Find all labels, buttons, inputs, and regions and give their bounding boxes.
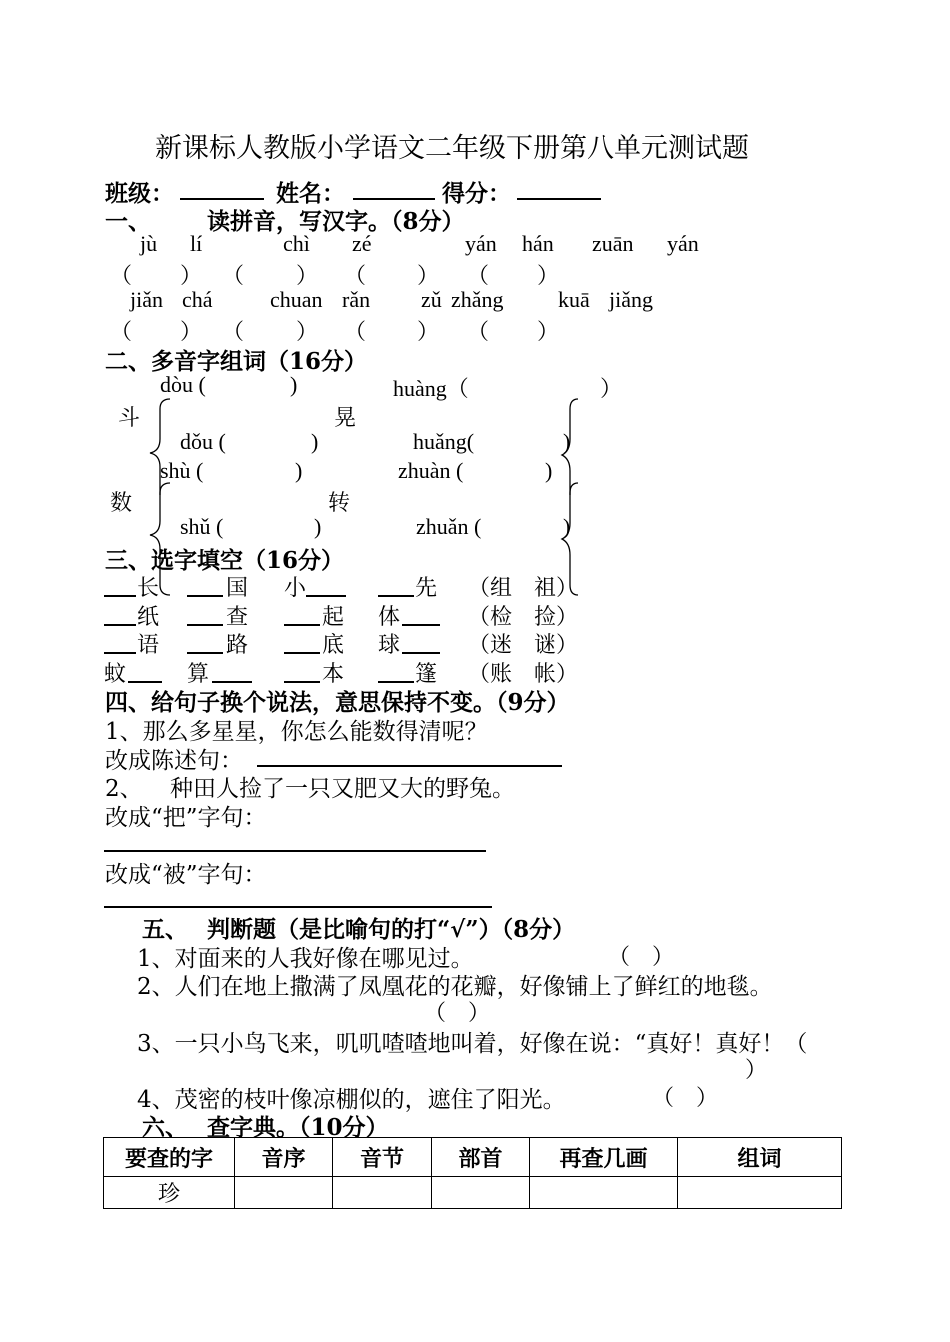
class-label: 班级：: [105, 180, 174, 207]
pinyin: yán: [667, 231, 699, 256]
answer-paren[interactable]: （ ）: [652, 1086, 719, 1111]
s4-label-bei: 改成“被”字句：: [105, 862, 267, 888]
fill-char: 体: [378, 605, 401, 630]
fill-blank[interactable]: [378, 595, 414, 597]
score-blank[interactable]: [517, 198, 601, 200]
table-cell-input[interactable]: [235, 1177, 333, 1209]
paren-open: （: [344, 320, 367, 345]
poly-reading: huàng（: [393, 376, 469, 401]
pinyin: zǔ: [421, 287, 442, 312]
paren-open: （: [110, 264, 133, 289]
s4-question-1: 1、那么多星星，你怎么能数得清呢？: [105, 719, 488, 745]
fill-char: 查: [226, 605, 249, 630]
paren-close: ）: [180, 320, 203, 345]
poly-reading: zhuǎn (: [416, 514, 482, 539]
class-blank[interactable]: [180, 198, 264, 200]
s5-heading-num: 五、: [142, 916, 188, 943]
fill-options: （组 祖）: [468, 576, 579, 601]
fill-blank[interactable]: [104, 652, 136, 654]
s4-label-statement: 改成陈述句：: [105, 748, 243, 774]
s6-heading: 查字典。（10分）: [207, 1114, 389, 1141]
poly-reading: zhuàn (: [398, 458, 464, 483]
paren-close: ): [563, 429, 571, 454]
table-row: [104, 1177, 842, 1209]
fill-options: （迷 谜）: [468, 633, 579, 658]
answer-line[interactable]: [257, 765, 562, 767]
paren-close: ): [314, 514, 322, 539]
paren-open: （: [110, 320, 133, 345]
fill-char: 纸: [137, 605, 160, 630]
column-header: 组词: [678, 1138, 842, 1177]
fill-blank[interactable]: [104, 595, 136, 597]
fill-blank[interactable]: [212, 681, 252, 683]
pinyin: jiǎng: [609, 287, 653, 312]
answer-paren[interactable]: （ ）: [424, 1001, 491, 1026]
table-cell-input[interactable]: [432, 1177, 530, 1209]
fill-char: 路: [226, 633, 249, 658]
poly-reading: huǎng(: [413, 429, 475, 454]
fill-blank[interactable]: [402, 652, 440, 654]
fill-blank[interactable]: [402, 624, 440, 626]
name-blank[interactable]: [353, 198, 435, 200]
pinyin: zuān: [592, 231, 634, 256]
answer-line[interactable]: [104, 906, 492, 908]
paren-close: ）: [537, 264, 560, 289]
fill-blank[interactable]: [187, 652, 223, 654]
table-cell-input[interactable]: [530, 1177, 678, 1209]
paren-close: ): [295, 458, 303, 483]
answer-line[interactable]: [104, 850, 486, 852]
pinyin: rǎn: [342, 287, 371, 312]
poly-char: 数: [110, 491, 133, 516]
paren-open: （: [467, 320, 490, 345]
s4-question-2: 种田人捡了一只又肥又大的野兔。: [170, 776, 515, 802]
paren-close: ): [290, 372, 298, 397]
fill-blank[interactable]: [284, 652, 320, 654]
table-cell-input[interactable]: [678, 1177, 842, 1209]
s6-heading-num: 六、: [142, 1114, 188, 1141]
poly-reading: dòu (: [160, 372, 206, 397]
fill-blank[interactable]: [284, 681, 320, 683]
s5-question-4: 4、茂密的枝叶像凉棚似的，遮住了阳光。: [137, 1087, 566, 1113]
answer-paren[interactable]: （ ）: [608, 945, 675, 970]
poly-reading: shǔ (: [180, 514, 224, 539]
paren-close: ): [545, 458, 553, 483]
paren-close: ）: [296, 320, 319, 345]
s1-heading: 读拼音，写汉字。（8分）: [207, 208, 465, 235]
fill-blank[interactable]: [187, 624, 223, 626]
column-header: 音节: [333, 1138, 432, 1177]
fill-char: 底: [322, 633, 345, 658]
fill-blank[interactable]: [284, 624, 320, 626]
pinyin: jù: [140, 231, 158, 256]
pinyin: kuā: [558, 287, 590, 312]
dictionary-table: [103, 1137, 842, 1209]
table-header-row: [104, 1138, 842, 1177]
paren-open: （: [222, 264, 245, 289]
poly-reading: shù (: [160, 458, 204, 483]
pinyin: jiǎn: [130, 287, 163, 312]
fill-char: 先: [415, 576, 438, 601]
poly-reading: dǒu (: [180, 429, 226, 454]
fill-blank[interactable]: [104, 624, 136, 626]
fill-blank[interactable]: [378, 681, 414, 683]
fill-blank[interactable]: [187, 595, 223, 597]
s4-question-2-num: 2、: [105, 776, 143, 802]
poly-char: 斗: [118, 406, 141, 431]
s3-heading: 三、选字填空（16分）: [105, 547, 345, 574]
column-header: 要查的字: [104, 1138, 235, 1177]
fill-char: 算: [187, 662, 210, 687]
paren-close: ）: [296, 264, 319, 289]
pinyin: zé: [352, 231, 372, 256]
paren-close: ）: [417, 320, 440, 345]
paren-open: （: [222, 320, 245, 345]
score-label: 得分：: [442, 180, 511, 207]
s5-question-2: 2、人们在地上撒满了凤凰花的花瓣，好像铺上了鲜红的地毯。: [137, 974, 773, 1000]
paren-close: ）: [180, 264, 203, 289]
paren-close: ): [311, 429, 319, 454]
pinyin: chì: [283, 231, 310, 256]
paren-close: ）: [417, 264, 440, 289]
s5-question-1: 1、对面来的人我好像在哪见过。: [137, 946, 474, 972]
poly-char: 转: [328, 491, 351, 516]
answer-paren-close[interactable]: ）: [745, 1058, 768, 1083]
paren-open: （: [467, 264, 490, 289]
s4-heading: 四、给句子换个说法，意思保持不变。（9分）: [105, 689, 570, 716]
pinyin: yán: [465, 231, 497, 256]
column-header: 部首: [432, 1138, 530, 1177]
column-header: 音序: [235, 1138, 333, 1177]
fill-char: 国: [226, 576, 249, 601]
fill-blank[interactable]: [128, 681, 162, 683]
poly-char: 晃: [334, 406, 357, 431]
fill-options: （账 帐）: [468, 662, 579, 687]
s2-heading: 二、多音字组词（16分）: [105, 348, 368, 375]
fill-char: 起: [322, 605, 345, 630]
s5-question-3: 3、一只小鸟飞来，叽叽喳喳地叫着，好像在说：“真好！真好！（: [137, 1031, 808, 1057]
s1-heading-num: 一、: [105, 208, 151, 235]
paren-close: ）: [600, 377, 623, 402]
fill-char: 语: [137, 633, 160, 658]
column-header: 再查几画: [530, 1138, 678, 1177]
paren-close: ): [563, 514, 571, 539]
paren-close: ）: [537, 320, 560, 345]
fill-char: 长: [137, 576, 160, 601]
fill-options: （检 捡）: [468, 605, 579, 630]
name-label: 姓名：: [276, 180, 345, 207]
pinyin: chá: [182, 287, 213, 312]
fill-char: 篷: [415, 662, 438, 687]
pinyin: lí: [190, 231, 203, 256]
table-cell-char: 珍: [104, 1177, 235, 1209]
pinyin: hán: [522, 231, 554, 256]
paren-open: （: [344, 264, 367, 289]
fill-char: 蚊: [104, 662, 127, 687]
s5-heading: 判断题（是比喻句的打“√”）（8分）: [207, 916, 576, 943]
s4-label-ba: 改成“把”字句：: [105, 805, 267, 831]
pinyin: chuan: [270, 287, 323, 312]
page-title: 新课标人教版小学语文二年级下册第八单元测试题: [155, 133, 749, 164]
table-cell-input[interactable]: [333, 1177, 432, 1209]
fill-char: 小: [284, 576, 307, 601]
fill-char: 球: [378, 633, 401, 658]
fill-char: 本: [322, 662, 345, 687]
fill-blank[interactable]: [306, 595, 346, 597]
pinyin: zhǎng: [451, 287, 504, 312]
